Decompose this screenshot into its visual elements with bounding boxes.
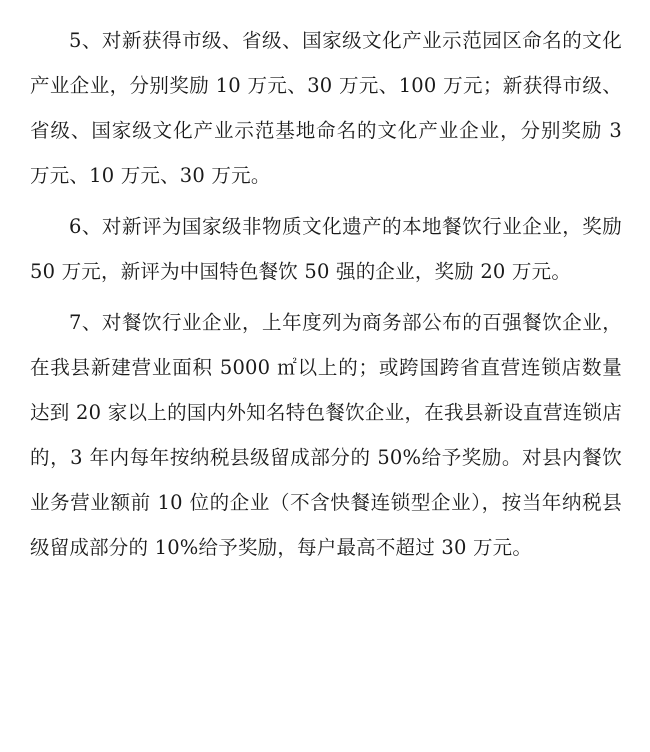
paragraph-7: 7、对餐饮行业企业，上年度列为商务部公布的百强餐饮企业，在我县新建营业面积 5000 ㎡以上的；或跨国跨省直营连锁店数量达到 20 家以上的国内外知名特色餐饮企业，在我县新设直营连锁店的，3 年内每年按纳税县级留成部分的 50%给予奖励。对县内餐饮业务营业额前 10 位的企业（不含快餐连锁型企业），按当年纳税县级留成部分的 10%给予奖励，每户最高不超过 30 万元。 <box>30 311 622 559</box>
paragraph-5: 5、对新获得市级、省级、国家级文化产业示范园区命名的文化产业企业，分别奖励 10 万元、30 万元、100 万元；新获得市级、省级、国家级文化产业示范基地命名的文化产业企业，分别奖励 3 万元、10 万元、30 万元。 <box>30 29 622 187</box>
paragraph-6: 6、对新评为国家级非物质文化遗产的本地餐饮行业企业，奖励 50 万元，新评为中国特色餐饮 50 强的企业，奖励 20 万元。 <box>30 215 622 283</box>
